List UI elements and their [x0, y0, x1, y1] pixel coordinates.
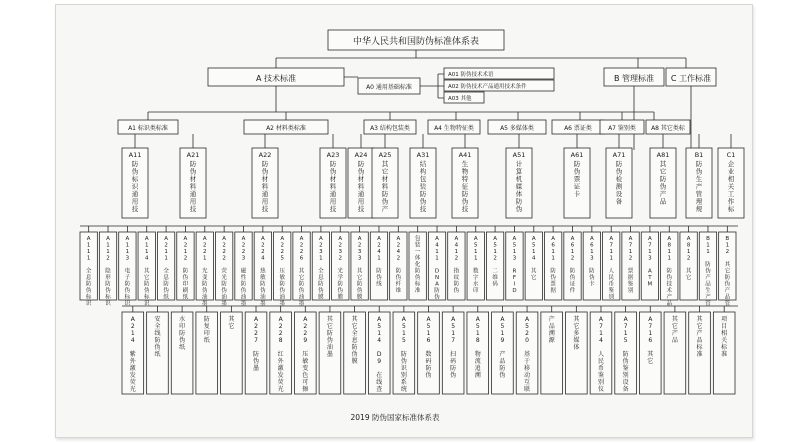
- subcategory-text: 防伪检测设备: [615, 160, 623, 206]
- row3-text: A 2 2 1 光变防伪油墨: [202, 236, 208, 307]
- row3-text: A 5 1 1 数字水印: [472, 236, 479, 294]
- subcategory-code: A31: [416, 151, 430, 159]
- row4-text: A 7 1 6 其它: [647, 316, 654, 365]
- row3-text: A 1 1 4 其它防伪标识: [143, 236, 150, 307]
- subcategory-text: 防伪生产管理规: [695, 160, 703, 213]
- subcategory-text: 防伪材料通用技: [189, 160, 197, 213]
- row3-text: A 1 1 1 全息防伪标识: [85, 236, 92, 307]
- category-label: A1 标识类标准: [128, 125, 168, 132]
- third-level-row: [80, 226, 738, 307]
- row3-text: A 6 1 3 防伪卡: [589, 236, 595, 288]
- subcategory-row: [122, 134, 744, 218]
- row3-text: A 7 1 3 A T M: [647, 236, 653, 288]
- subcategory-text: 防伪材料通用技: [357, 160, 365, 213]
- row4-text: A 5 2 0 基于移动互联: [524, 316, 531, 393]
- row4-text: 其它防伪油墨: [326, 316, 333, 358]
- subcategory-text: 防伪材料通用技: [329, 160, 337, 213]
- row3-text: A 7 1 2 票据鉴别: [627, 236, 634, 294]
- row3-text: A 1 1 2 隐形防伪标识: [105, 236, 111, 307]
- subcategory-text: 其它材料防伪产: [381, 160, 389, 213]
- category-label: A4 生物特征类: [434, 125, 474, 132]
- row4-text: A 7 1 5 防伪鉴别设备: [622, 316, 629, 393]
- row3-text: A 2 2 5 压敏防伪油墨: [279, 236, 285, 307]
- row4-text: A 5 1 6 数码防伪: [425, 316, 432, 379]
- category-label: A5 多媒体类: [500, 125, 534, 132]
- row3-text: A 2 1 2 防伪印刷纸: [182, 236, 189, 301]
- subcategory-code: A22: [258, 151, 272, 159]
- subcategory-code: A51: [512, 151, 526, 159]
- subcategory-code: A23: [326, 151, 340, 159]
- a0-item-2: A02 防伪技术产品通用技术条件: [448, 84, 527, 90]
- row3-text: 包装一体化防伪标准: [414, 236, 421, 294]
- fourth-level-row: [122, 306, 738, 394]
- a0-item-1: A01 防伪技术术语: [448, 72, 494, 78]
- row4-text: 防复印纸: [203, 316, 210, 344]
- page-footer: 2019 防伪国家标准体系表: [350, 413, 440, 422]
- category-label: A2 材料类标准: [266, 125, 306, 132]
- row4-text: A 7 1 4 人民币鉴别仪: [597, 316, 604, 393]
- row3-text: A 2 3 3 其它防伪膜: [356, 236, 363, 301]
- subcategory-code: A24: [354, 151, 368, 159]
- row3-text: A 2 4 2 防伪纤维: [395, 236, 402, 294]
- row3-text: A 2 1 1 全息防伪纸: [163, 236, 169, 301]
- subcategory-code: A11: [128, 151, 142, 159]
- row3-text: A 2 2 3 磁性防伪油墨: [240, 236, 247, 307]
- row3-text: B 1 1 防伪产品生产管: [705, 236, 711, 307]
- row4-text: A 5 1 8 物流追溯: [474, 316, 481, 379]
- row3-text: A 2 4 1 防伪线: [376, 236, 382, 288]
- row3-text: A 6 1 1 防伪票据: [550, 236, 556, 294]
- row3-text: A 2 2 2 荧光防伪油墨: [221, 236, 227, 307]
- row3-text: A 6 1 2 防伪证件: [569, 236, 576, 294]
- subcategory-text: 防伪标识通用技: [131, 160, 139, 213]
- level1-b-label: B 管理标准: [613, 74, 655, 83]
- row3-text: A 2 3 1 全息防伪膜: [318, 236, 324, 301]
- subcategory-text: 防伪票证卡: [573, 160, 581, 198]
- level1-a-label: A 技术标准: [255, 74, 297, 83]
- row4-text: 其它产品: [671, 316, 678, 344]
- subcategory-code: A41: [458, 151, 472, 159]
- subcategory-code: A25: [378, 151, 392, 159]
- row4-text: 安全线防伪纸: [154, 316, 161, 358]
- title-connectors: [276, 50, 686, 68]
- subcategory-code: A21: [186, 151, 200, 159]
- category-label: A6 票证类: [564, 125, 592, 132]
- row4-text: 其它产品标准: [696, 316, 703, 358]
- a0-item-3: A03 其他: [448, 96, 472, 102]
- row4-text: A 2 2 8 红外激发荧光: [277, 316, 284, 393]
- subcategory-text: 其它防伪产品: [659, 160, 667, 206]
- subcategory-text: 计算机媒体防伪: [515, 160, 523, 213]
- row3-text: A 2 2 4 热敏防伪油墨: [260, 236, 266, 307]
- row4-text: 其它: [228, 316, 235, 330]
- row4-text: A 2 2 9 压敏变色可擦: [302, 316, 309, 393]
- row4-text: 其它多媒体: [573, 316, 580, 351]
- subcategory-text: 防伪材料通用技: [261, 160, 269, 213]
- row3-text: A 4 1 2 指纹防伪: [453, 236, 460, 294]
- subcategory-text: 生物特征防伪技: [461, 160, 469, 213]
- category-label: A8 其它类标: [651, 125, 685, 132]
- row3-text: A 5 1 3 R F I D: [512, 236, 517, 294]
- row3-text: A 2 3 2 光学防伪膜: [337, 236, 344, 301]
- row3-text: A 7 1 1 人民币鉴别: [608, 236, 614, 301]
- row4-text: 项目相关标准: [721, 316, 728, 358]
- subcategory-text: 企业相关工作标: [727, 160, 735, 213]
- row4-text: A 5 1 7 扫码防伪: [450, 316, 457, 379]
- category-label: A3 结构包装类: [370, 125, 410, 132]
- row3-text: A 5 1 2 二维码: [492, 236, 498, 288]
- level1-c-label: C 工作标准: [670, 74, 712, 83]
- row3-text: A 5 1 4 其它: [531, 236, 537, 281]
- subcategory-code: C1: [726, 151, 736, 159]
- category-label: A7 鉴别类: [608, 125, 636, 132]
- row3-text: A 2 2 6 其它防伪油墨: [298, 236, 305, 307]
- row4-text: A 2 2 7 防伪墨: [253, 316, 260, 372]
- row4-text: A 5 1 5 防伪识别系统: [400, 316, 407, 393]
- subcategory-code: A61: [570, 151, 584, 159]
- diagram-title: 中华人民共和国防伪标准体系表: [352, 37, 480, 47]
- row3-text: B 1 2 其它防伪产品管: [724, 236, 731, 307]
- row4-text: A 5 1 4 D 9 在线查: [376, 316, 383, 393]
- row3-text: A 1 1 3 电子防伪标识: [124, 236, 131, 307]
- subcategory-code: A71: [612, 151, 626, 159]
- row4-text: 水印防伪纸: [179, 316, 186, 351]
- subcategory-code: A81: [656, 151, 670, 159]
- row3-text: A 8 1 2 其它: [685, 236, 692, 281]
- row3-text: A 8 1 1 防伪技术产品: [666, 236, 673, 307]
- a0-label: A0 通用基础标准: [366, 84, 412, 91]
- row4-text: A 2 1 4 紫外激发荧光: [129, 316, 136, 393]
- subcategory-text: 结构包装防伪技: [419, 160, 427, 213]
- row4-text: A 5 1 9 产品防伪: [499, 316, 506, 379]
- bc-connectors: [634, 86, 691, 150]
- row4-text: 其它全息防伪膜: [351, 316, 358, 365]
- row3-text: A 4 1 1 D N A 防伪: [434, 236, 440, 301]
- row4-text: 产品溯源: [548, 316, 555, 344]
- subcategory-code: B1: [694, 151, 704, 159]
- category-row: [118, 120, 690, 134]
